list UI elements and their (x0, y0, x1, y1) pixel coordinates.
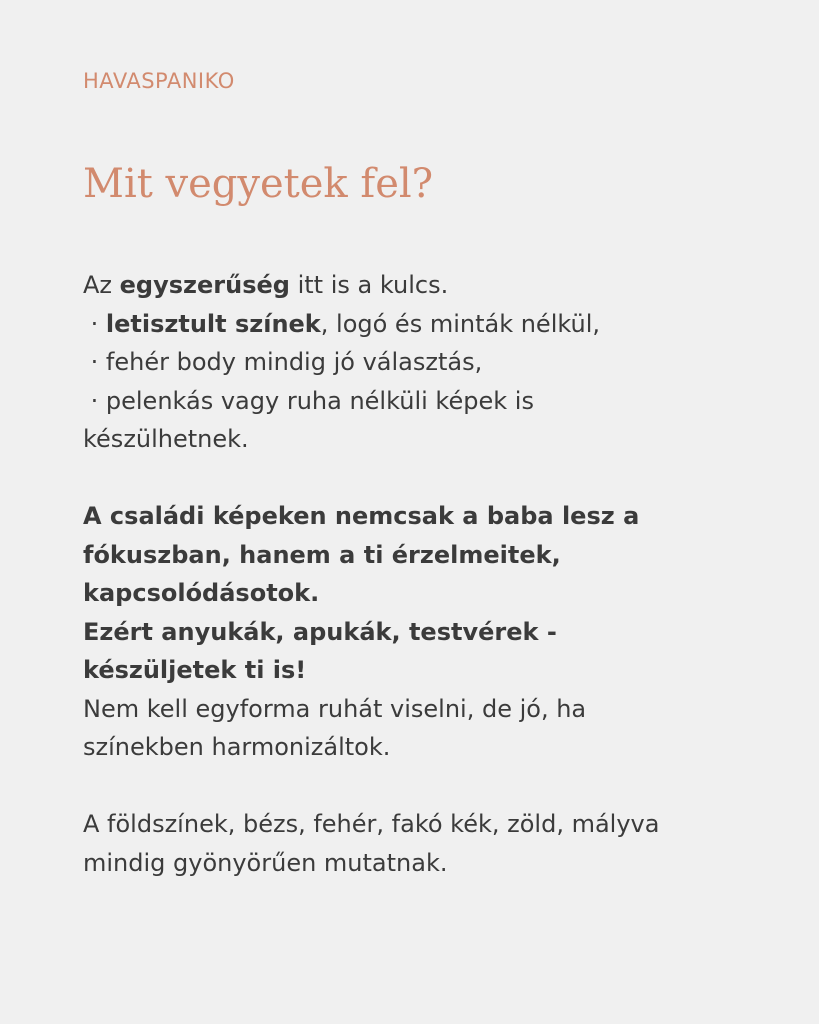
bullet-marker: · (83, 309, 106, 338)
intro-post: itt is a kulcs. (289, 271, 449, 299)
page-title: Mit vegyetek fel? (83, 161, 434, 207)
bullet-marker: · (83, 348, 106, 376)
bullet-text: fehér body mindig jó választás, (105, 348, 483, 376)
intro-pre: Az (83, 271, 120, 299)
intro-emphasis: egyszerűség (119, 271, 290, 299)
bullet-continuation: készülhetnek. (83, 425, 249, 453)
family-regular-line: Nem kell egyforma ruhát viselni, de jó, ha (83, 694, 587, 723)
family-bold-line: készüljetek ti is! (83, 656, 307, 684)
paragraph-gap (83, 767, 773, 806)
body-text (83, 266, 773, 882)
family-bold-line: kapcsolódásotok. (83, 579, 320, 607)
family-bold-line: A családi képeken nemcsak a baba lesz a (83, 502, 640, 530)
intro-line (83, 266, 773, 305)
family-bold-line: fókuszban, hanem a ti érzelmeitek, (83, 540, 561, 569)
bullet-text: , logó és minták nélkül, (320, 309, 601, 338)
bullet-text: pelenkás vagy ruha nélküli képek is (105, 386, 534, 415)
brand-name: HAVASPANIKO (83, 69, 235, 93)
paragraph-gap (83, 459, 773, 498)
family-bold-line: Ezért anyukák, apukák, testvérek - (83, 617, 557, 646)
bullet-emphasis: letisztult színek (105, 309, 321, 338)
family-regular-line: színekben harmonizáltok. (83, 733, 391, 761)
colors-line: A földszínek, bézs, fehér, fakó kék, zöld, mályva (83, 810, 660, 838)
bullet-item (83, 305, 773, 344)
bullet-item (83, 382, 773, 421)
colors-line: mindig gyönyörűen mutatnak. (83, 848, 448, 877)
bullet-marker: · (83, 386, 106, 415)
bullet-item (83, 343, 773, 382)
